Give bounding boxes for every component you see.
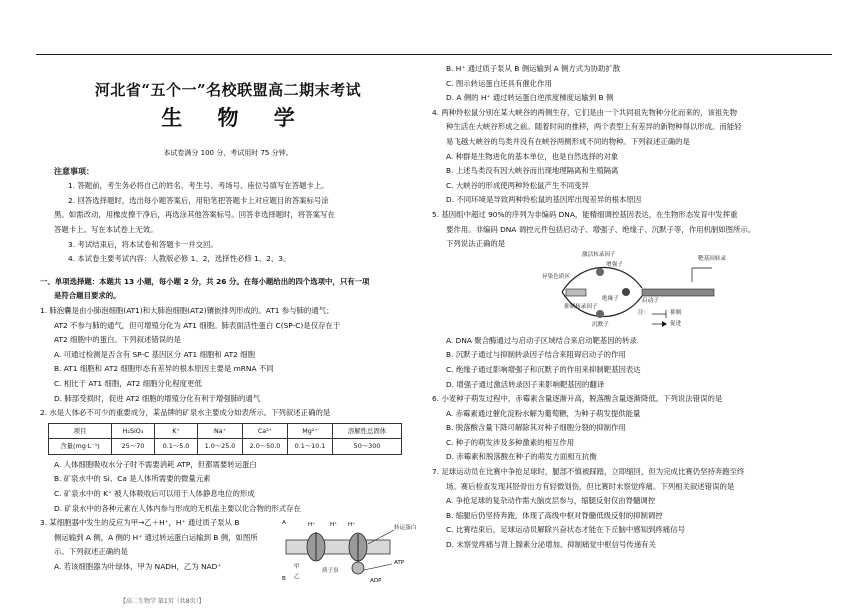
left-column (40, 62, 417, 585)
option-c: C. 矿泉水中的 K⁺ 被人体吸收后可以用于人体静息电位的形成 (54, 489, 255, 499)
instruction-line: 答题卡上。写在本试卷上无效。 (54, 224, 158, 234)
question-text: 要作用。非编码 DNA 调控元件包括启动子、增强子、绝缘子、沉默子等，作用机制如图所示。 (446, 224, 756, 234)
option-d: D. 增强子通过激活转录因子来影响靶基因的翻译 (446, 379, 605, 389)
label-promoter: 启动子 (642, 297, 659, 304)
question-text: 3. 某细胞器中发生的反应为甲→乙＋H⁺，H⁺ 通过质子泵从 B (40, 518, 240, 528)
table-header-row (49, 423, 402, 439)
question-text: 示。下列叙述正确的是 (54, 547, 128, 557)
question-text: AT2 细胞中的蛋白。下列叙述错误的是 (54, 335, 181, 345)
instruction-line: 3. 考试结束后，将本试卷和答题卡一并交回。 (68, 239, 218, 249)
option-a: A. 争抢足球的复杂动作需大脑皮层参与，缩腿反射仅由脊髓调控 (446, 496, 656, 506)
question-6 (432, 392, 824, 465)
section-heading: 一、单项选择题：本题共 13 小题，每小题 2 分，共 26 分。在每小题给出的四个选项中，只有一项 (40, 276, 370, 286)
table-cell: 25～70 (112, 439, 155, 455)
option-c: C. 比赛结束后，足球运动员解除兴奋状态才能在下丘脑中感知到疼痛信号 (446, 525, 685, 535)
label-legend-note: 注： (638, 309, 650, 316)
option-d: D. 赤霉素和脱落酸在种子的萌发方面相互抗衡 (446, 452, 597, 462)
section-heading-cont: 是符合题目要求的。 (54, 291, 121, 301)
label-adp: ADP (370, 578, 382, 585)
question-text: 7. 足球运动员在比赛中争抢足球时，腿部不慎被踩踏，立即缩回，但为完成比赛仍坚持奔跑至终 (432, 467, 745, 477)
label-enhancer: 增强子 (606, 261, 623, 268)
label-silencer: 沉默子 (592, 321, 609, 328)
table-header-cell: K⁺ (155, 423, 198, 439)
table-header-cell: 溶解性总固体 (333, 423, 402, 439)
mineral-water-table (48, 423, 402, 455)
label-jia: 甲 (294, 564, 300, 571)
option-d: D. 肺部受损时，促进 AT2 细胞的增殖分化有利于增强肺的通气 (54, 393, 261, 403)
table-header-cell: 项目 (49, 423, 112, 439)
instruction-line: 1. 答题前，考生务必将自己的姓名、考生号、考场号、座位号填写在答题卡上。 (68, 181, 329, 191)
option-b: B. 矿泉水中的 Si、Ca 是人体所需要的微量元素 (54, 474, 211, 484)
label-b-side: B (282, 576, 286, 583)
label-insulator: 绝缘子 (602, 295, 619, 302)
regulation-diagram (542, 252, 742, 334)
question-1 (40, 304, 416, 406)
question-text: 侧运输到 A 侧，A 侧的 H⁺ 通过转运蛋白运输到 B 侧，如图所 (54, 532, 258, 542)
question-text: 6. 小麦种子萌发过程中，赤霉素含量逐渐升高，脱落酸含量逐渐降低。下列说法错误的是 (432, 394, 723, 404)
option-b: B. H⁺ 通过质子泵从 B 侧运输到 A 侧方式为协助扩散 (446, 64, 621, 73)
question-4 (432, 106, 824, 208)
option-b: B. 沉默子通过与抑制转录因子结合来阻碍启动子的作用 (446, 350, 626, 360)
table-row (49, 439, 402, 455)
label-target-gene: 靶基因转录 (698, 255, 726, 262)
question-text: 4. 两种羚松鼠分别在某大峡谷的两侧生存，它们是由一个共同祖先物种分化而来的，该祖先物 (432, 107, 738, 117)
label-h-plus: H⁺ (348, 522, 356, 529)
label-atp: ATP (394, 560, 405, 567)
right-column (432, 62, 824, 553)
question-text: 易飞越大峡谷的鸟类并没有在峡谷两侧形成不同的物种。下列叙述正确的是 (446, 136, 690, 146)
option-a: A. 赤霉素通过催化淀粉水解为葡萄糖，为种子萌发提供能量 (446, 408, 641, 418)
exam-subject: 生 物 学 (161, 105, 309, 130)
question-7 (432, 465, 824, 553)
option-b: B. 上述鸟类没有因大峡谷而出现地理隔离和生殖隔离 (446, 166, 619, 176)
label-a-side: A (282, 520, 286, 527)
page-footer: 【高二生物学 第1页（共8页）】 (120, 598, 205, 605)
option-c: C. 大峡谷的形成使两种羚松鼠产生不同变异 (446, 180, 589, 190)
option-a: A. DNA 聚合酶通过与启动子区域结合来启动靶基因的转录 (446, 335, 637, 345)
table-cell: 含量(mg·L⁻¹) (49, 439, 112, 455)
label-repressor: 抑制转录因子 (564, 303, 598, 310)
question-text: 种生活在大峡谷形成之前。随着时间的推移，两个表型上有差异的新物种得以形成。而能轻 (446, 122, 742, 132)
option-d: D. A 侧的 H⁺ 通过转运蛋白逆浓度梯度运输到 B 侧 (446, 93, 614, 103)
label-activator: 激活转录因子 (582, 251, 616, 258)
table-cell: 0.1～5.0 (155, 439, 198, 455)
label-h-plus: H⁺ (308, 522, 316, 529)
option-c: C. 种子的萌发涉及多种激素的相互作用 (446, 437, 575, 447)
label-chromatin: 异染色质区 (542, 273, 570, 280)
instruction-line: 黑。如需改动，用橡皮擦干净后，再选涂其他答案标号。回答非选择题时，将答案写在 (54, 210, 335, 220)
instructions-heading: 注意事项： (54, 166, 94, 176)
option-a: A. 若该细胞器为叶绿体，甲为 NADH，乙为 NAD⁺ (54, 562, 222, 572)
option-b: B. 缩腿后仍坚持奔跑，体现了高级中枢对脊髓低级反射的抑制调控 (446, 510, 663, 520)
header-rule (36, 54, 832, 55)
option-c: C. 图示转运蛋白还具有催化作用 (446, 78, 552, 88)
option-c: C. 绝缘子通过影响增强子和沉默子的作用来抑制靶基因表达 (446, 364, 641, 374)
exam-title: 河北省“五个一”名校联盟高二期末考试 (94, 81, 362, 99)
gene-regulation-figure (542, 252, 742, 334)
option-a: A. 人体细胞吸收水分子时不需要消耗 ATP，但都需要转运蛋白 (54, 459, 257, 469)
table-header-cell: H₂SiO₃ (112, 423, 155, 439)
question-2 (40, 406, 416, 516)
exam-notice: 本试卷满分 100 分，考试用时 75 分钟。 (163, 149, 293, 157)
question-text: 场。赛后检查发现其胫骨出方有轻微划伤，但比赛时未察觉疼痛。下列相关叙述错误的是 (446, 481, 735, 491)
label-transporter: 转运蛋白 (394, 525, 417, 532)
proton-pump-figure (282, 516, 422, 590)
label-h-plus: H⁺ (330, 522, 338, 529)
option-a: A. 种群是生物进化的基本单位，也是自然选择的对象 (446, 151, 619, 161)
table-cell: 50～300 (333, 439, 402, 455)
label-proton-pump: 质子泵 (322, 568, 339, 575)
option-d: D. 不同环境是导致两种羚松鼠的基因库出现差异的根本原因 (446, 195, 642, 205)
instruction-line: 2. 回答选择题时，选出每小题答案后，用铅笔把答题卡上对应题目的答案标号涂 (68, 195, 329, 205)
table-cell: 0.1～10.1 (288, 439, 333, 455)
option-d: D. 未察觉疼痛与肾上腺素分泌增加、抑制痛觉中枢信号传递有关 (446, 540, 656, 550)
option-b: B. 脱落酸含量下降可解除其对种子细胞分裂的抑制作用 (446, 423, 626, 433)
table-cell: 1.0～25.0 (198, 439, 243, 455)
question-3 (40, 516, 417, 585)
option-c: C. 相比于 AT1 细胞，AT2 细胞分化程度更低 (54, 378, 202, 388)
label-yi: 乙 (294, 574, 300, 581)
option-a: A. 可通过检测是否含有 SP-C 基因区分 AT1 细胞和 AT2 细胞 (54, 349, 255, 359)
option-b: B. AT1 细胞和 AT2 细胞形态有差异的根本原因主要是 mRNA 不同 (54, 364, 274, 374)
question-text: 下列说法正确的是 (446, 239, 506, 249)
instruction-line: 4. 本试卷主要考试内容：人教版必修 1、2，选择性必修 1、2、3。 (68, 254, 291, 264)
question-text: 5. 基因组中超过 90%的序列为非编码 DNA，能精细调控基因表达，在生物形态发育中发挥重 (432, 209, 738, 219)
question-text: 2. 水是人体必不可少的重要成分，某品牌的矿泉水主要成分如表所示。下列叙述正确的是 (40, 408, 331, 418)
question-text: 1. 肺泡囊是由小肺泡细胞(AT1)和大肺泡细胞(AT2)镶嵌排列形成的。AT1 参与肺的通气； (40, 305, 334, 315)
table-header-cell: Ca²⁺ (243, 423, 288, 439)
question-5 (432, 208, 824, 392)
table-header-cell: Na⁺ (198, 423, 243, 439)
option-d: D. 矿泉水中的各种元素在人体内参与形成的无机盐主要以化合物的形式存在 (54, 503, 301, 513)
table-cell: 2.0～50.0 (243, 439, 288, 455)
table-header-cell: Mg²⁺ (288, 423, 333, 439)
question-text: AT2 不参与肺的通气，但可增殖分化为 AT1 细胞。肺表面活性蛋白 C(SP-C)是仅存在于 (54, 320, 341, 330)
label-promote: 促进 (670, 320, 682, 327)
label-inhibit: 抑制 (670, 309, 682, 316)
